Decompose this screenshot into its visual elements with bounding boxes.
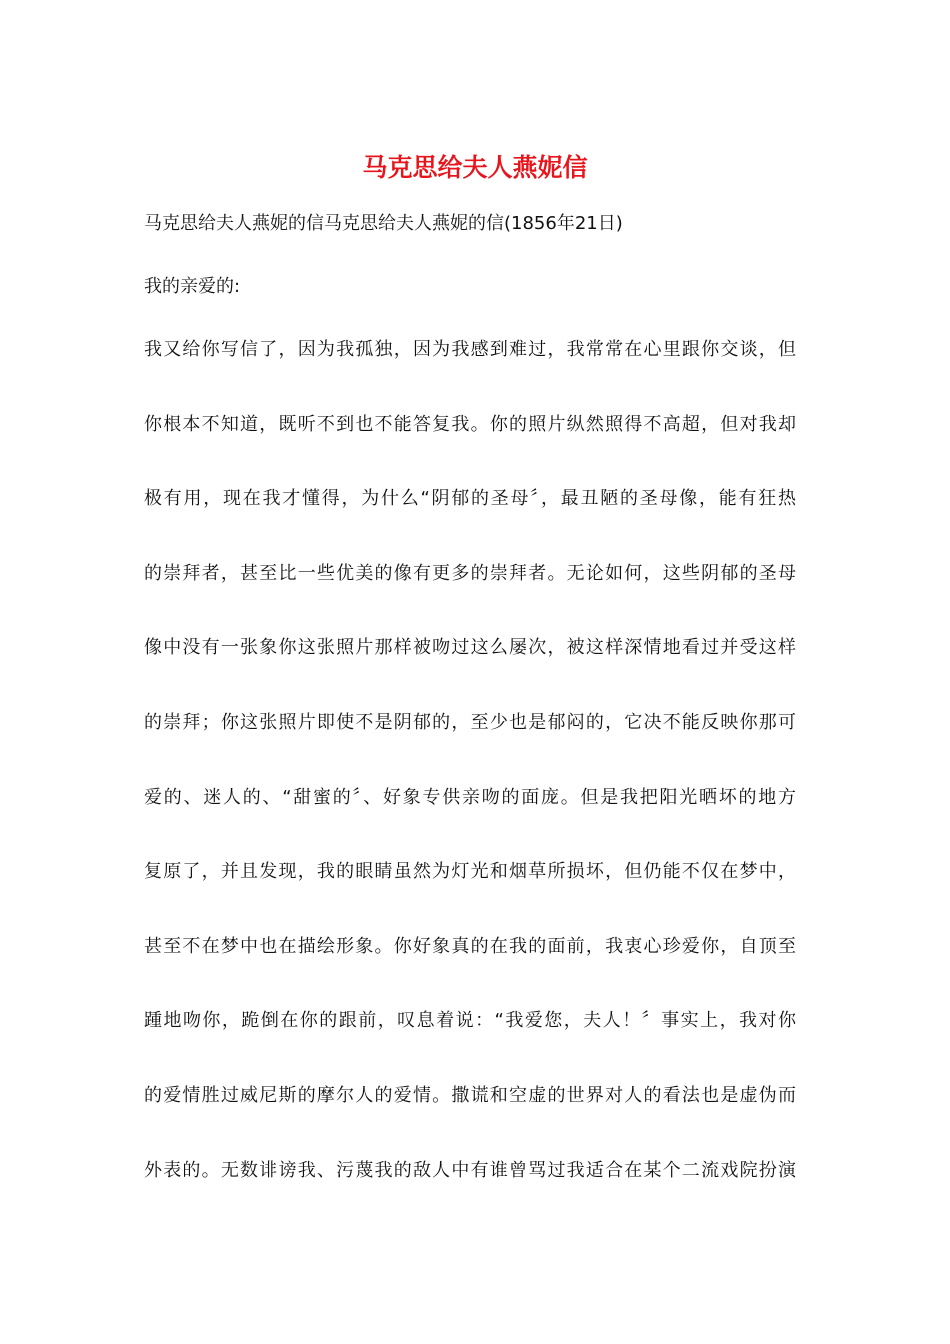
body-line: 外表的。无数诽谤我、污蔑我的敌人中有谁曾骂过我适合在某个二流戏院扮演 [144, 1159, 796, 1181]
body-line: 极有用，现在我才懂得，为什么“阴郁的圣母〞，最丑陋的圣母像，能有狂热 [144, 488, 796, 510]
document-subtitle: 马克思给夫人燕妮的信马克思给夫人燕妮的信(1856年21日) [144, 213, 623, 234]
body-line: 的崇拜；你这张照片即使不是阴郁的，至少也是郁闷的，它决不能反映你那可 [144, 711, 796, 733]
body-line: 像中没有一张象你这张照片那样被吻过这么屡次，被这样深情地看过并受这样 [144, 637, 796, 659]
body-line: 爱的、迷人的、“甜蜜的〞、好象专供亲吻的面庞。但是我把阳光晒坏的地方 [144, 786, 796, 808]
letter-body [144, 335, 796, 1230]
body-line: 的爱情胜过威尼斯的摩尔人的爱情。撒谎和空虚的世界对人的看法也是虚伪而 [144, 1084, 796, 1106]
body-line: 踵地吻你，跪倒在你的跟前，叹息着说：“我爱您，夫人！〞事实上，我对你 [144, 1010, 796, 1032]
body-line: 复原了，并且发现，我的眼睛虽然为灯光和烟草所损坏，但仍能不仅在梦中， [144, 861, 796, 883]
letter-greeting: 我的亲爱的: [144, 276, 241, 297]
body-line: 你根本不知道，既听不到也不能答复我。你的照片纵然照得不高超，但对我却 [144, 413, 796, 435]
body-line: 的崇拜者，甚至比一些优美的像有更多的崇拜者。无论如何，这些阴郁的圣母 [144, 562, 796, 584]
body-line: 我又给你写信了，因为我孤独，因为我感到难过，我常常在心里跟你交谈，但 [144, 339, 796, 360]
document-title: 马克思给夫人燕妮信 [362, 153, 588, 182]
body-line: 甚至不在梦中也在描绘形象。你好象真的在我的面前，我衷心珍爱你，自顶至 [144, 935, 796, 957]
